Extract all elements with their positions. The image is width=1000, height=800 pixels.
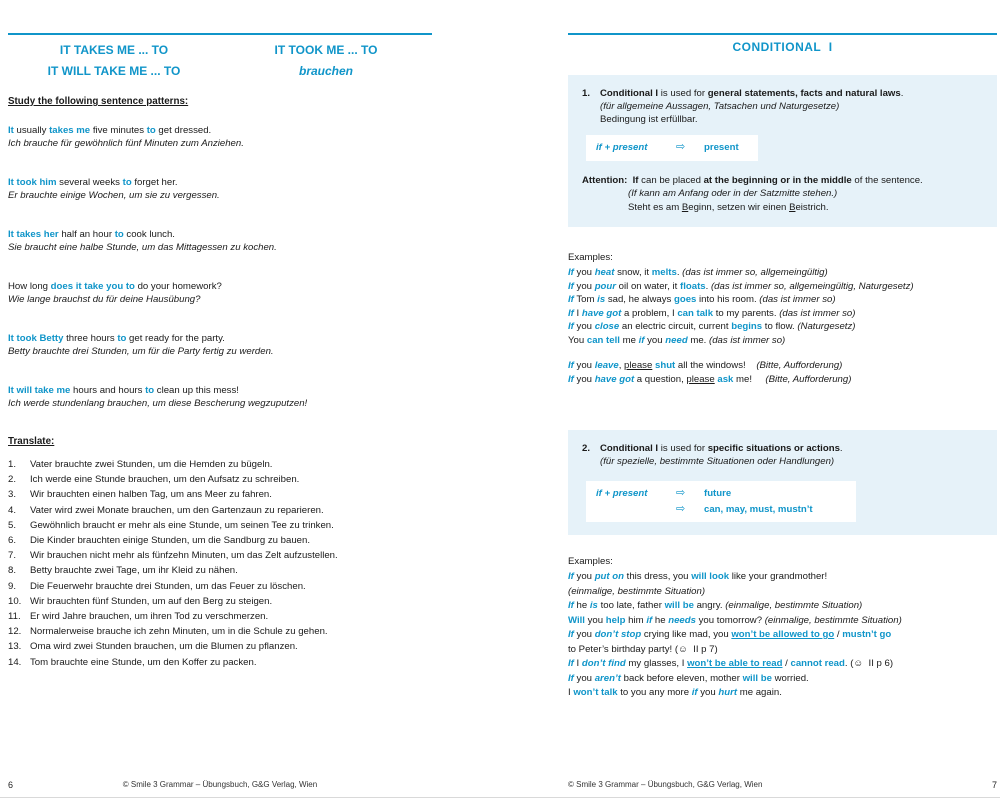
- header-rule: [568, 33, 997, 35]
- text-segment: clean up this mess!: [154, 385, 239, 396]
- text-segment: Bedingung ist erfüllbar.: [600, 114, 698, 125]
- arrow-icon: ⇨: [676, 487, 686, 499]
- text-segment: Conditional I: [600, 443, 659, 454]
- text-segment: melts: [651, 267, 677, 278]
- text-segment: sad, he always: [605, 294, 674, 305]
- text-segment: to Peter’s birthday party!: [568, 643, 675, 655]
- text-segment: usually: [13, 125, 50, 136]
- text-segment: is: [589, 600, 598, 611]
- text-segment: you: [697, 687, 719, 698]
- text-segment: (einmalige, bestimmte Situation): [568, 585, 706, 597]
- translate-item: [8, 609, 432, 624]
- text-segment: /: [782, 658, 791, 669]
- text-segment: cannot read: [790, 658, 845, 669]
- text-segment: you: [644, 334, 666, 346]
- text-segment: help: [605, 614, 626, 626]
- text-segment: will look: [691, 571, 730, 582]
- text-line: [8, 189, 432, 202]
- text-segment: oil on water, it: [616, 280, 681, 292]
- text-line: [568, 293, 997, 307]
- text-segment: (Bitte, Aufforderung): [756, 360, 843, 371]
- section-heading-study: Study the following sentence patterns:: [8, 96, 189, 107]
- text-segment: You: [568, 334, 587, 346]
- text-line: [8, 397, 432, 410]
- formula-condition: if + present: [596, 488, 648, 499]
- text-segment: If: [568, 571, 574, 582]
- text-line: [8, 124, 432, 137]
- text-segment: hurt: [718, 687, 738, 698]
- translate-item: [8, 548, 432, 563]
- text-line: [568, 570, 997, 585]
- text-segment: to: [125, 281, 135, 292]
- examples-heading: Examples:: [568, 556, 613, 567]
- text-segment: It took him: [8, 177, 57, 188]
- page-title: [8, 40, 432, 81]
- text-segment: If: [568, 321, 574, 332]
- text-segment: worried.: [771, 672, 809, 684]
- text-segment: specific situations or actions: [707, 443, 840, 454]
- text-segment: leave: [594, 360, 619, 371]
- item-text: Die Kinder brauchten einige Stunden, um die Sandburg zu bauen.: [30, 535, 311, 547]
- text-segment: (für spezielle, bestimmte Situationen oder Handlungen): [600, 456, 835, 467]
- text-segment: needs: [668, 614, 696, 626]
- text-segment: pour: [594, 280, 617, 292]
- text-segment: cook lunch.: [123, 229, 175, 240]
- formula-result: present: [704, 142, 739, 153]
- text-line: [568, 614, 997, 629]
- text-line: [600, 100, 983, 113]
- text-segment: is: [597, 294, 606, 305]
- formula-result: can, may, must, mustn’t: [704, 503, 813, 515]
- text-line: [8, 280, 432, 293]
- text-segment: (einmalige, bestimmte Situation): [764, 614, 902, 626]
- formula-box: [586, 135, 758, 161]
- text-segment: I: [573, 658, 582, 669]
- text-segment: is used for: [658, 88, 708, 99]
- text-line: [568, 280, 997, 294]
- text-line: [568, 643, 997, 658]
- text-segment: If: [568, 629, 574, 640]
- formula-condition: [596, 502, 676, 518]
- rule-text: [600, 87, 983, 100]
- item-text: Ich werde eine Stunde brauchen, um den Aufsatz zu schreiben.: [30, 474, 300, 486]
- text-segment: if: [691, 687, 698, 698]
- section-heading-translate: Translate:: [8, 436, 55, 447]
- text-segment: to: [117, 333, 127, 344]
- translate-item: [8, 533, 432, 548]
- rule-head: [582, 87, 983, 100]
- text-segment: hours and hours: [70, 385, 146, 396]
- text-segment: (: [628, 188, 632, 199]
- text-segment: eginn, setzen wir einen: [688, 201, 790, 213]
- text-segment: all the windows!: [675, 360, 757, 371]
- text-segment: ask: [717, 373, 734, 385]
- text-segment: he: [573, 600, 590, 611]
- text-segment: me: [619, 334, 639, 346]
- arrow-icon: ⇨: [676, 141, 686, 153]
- text-line: [8, 241, 432, 254]
- text-segment: B: [681, 201, 689, 213]
- text-segment: to: [145, 385, 155, 396]
- translate-item: [8, 624, 432, 639]
- item-text: Gewöhnlich braucht er mehr als eine Stunde, um seinen Tee zu trinken.: [30, 519, 334, 531]
- text-segment: Ich werde stundenlang brauchen, um diese Bescherung wegzuputzen!: [8, 398, 308, 409]
- text-segment: (das ist immer so, allgemeingültig): [682, 267, 828, 278]
- text-segment: to: [114, 229, 124, 240]
- text-segment: if: [646, 614, 653, 626]
- text-segment: I: [568, 687, 574, 698]
- text-segment: you: [584, 614, 606, 626]
- text-line: [568, 373, 997, 387]
- page-number: 7: [991, 780, 997, 790]
- rule-box-conditional-2: [568, 430, 997, 535]
- rule-head: [582, 442, 983, 455]
- text-segment: my glasses, I: [625, 658, 688, 669]
- examples-list-2: [568, 570, 997, 701]
- text-line: [8, 384, 432, 397]
- text-segment: will be: [664, 600, 694, 611]
- text-segment: at the beginning or in the middle: [703, 174, 852, 186]
- text-segment: do your homework?: [134, 281, 222, 292]
- text-segment: won’t talk: [573, 687, 618, 698]
- text-segment: half an hour: [58, 229, 115, 240]
- text-segment: five minutes: [90, 125, 147, 136]
- text-segment: If: [568, 360, 574, 371]
- text-line: [568, 599, 997, 614]
- rule-number: 2.: [582, 443, 591, 454]
- text-segment: an electric circuit, current: [619, 321, 732, 332]
- text-segment: (das ist immer so): [759, 294, 836, 305]
- copyright-text: © Smile 3 Grammar – Übungsbuch, G&G Verlag, Wien: [568, 780, 763, 789]
- item-number: 10.: [8, 595, 22, 607]
- item-text: Betty brauchte zwei Tage, um ihr Kleid zu nähen.: [30, 565, 238, 577]
- translate-item: [8, 594, 432, 609]
- text-segment: you: [573, 280, 595, 292]
- formula-result: future: [704, 488, 732, 499]
- text-segment: (☺ II p 7): [674, 643, 718, 655]
- text-segment: Will: [568, 614, 585, 626]
- text-segment: of the sentence.: [851, 174, 923, 186]
- text-segment: general statements, facts and natural laws: [707, 88, 901, 99]
- text-segment: into his room.: [696, 294, 760, 305]
- text-segment: ,: [618, 360, 625, 371]
- text-line: [568, 307, 997, 321]
- text-line: [568, 359, 997, 373]
- text-segment: It takes her: [8, 229, 59, 240]
- text-segment: Steht es am: [628, 201, 682, 213]
- text-segment: B: [789, 201, 796, 213]
- text-segment: him: [625, 614, 647, 626]
- text-segment: It took Betty: [8, 333, 64, 344]
- text-segment: If: [568, 307, 574, 319]
- text-line: [600, 113, 983, 126]
- text-segment: can tell: [586, 334, 620, 346]
- text-segment: is used for: [658, 443, 708, 454]
- text-segment: I: [573, 307, 582, 319]
- item-number: 14.: [8, 656, 22, 668]
- arrow-icon: ⇨: [676, 502, 686, 515]
- text-segment: he: [652, 614, 669, 626]
- text-segment: if: [638, 334, 645, 346]
- text-segment: like your grandmother!: [729, 571, 828, 582]
- rule-text: [600, 442, 983, 455]
- text-segment: (Naturgesetz): [797, 321, 856, 332]
- text-segment: don’t find: [581, 658, 626, 669]
- text-segment: this dress, you: [624, 571, 692, 582]
- text-segment: me again.: [737, 687, 782, 698]
- text-segment: a problem, I: [621, 307, 678, 319]
- formula-row: [596, 486, 840, 502]
- text-segment: can talk: [677, 307, 714, 319]
- translate-item: [8, 639, 432, 654]
- page-footer: [568, 780, 997, 794]
- item-text: Vater wird zwei Monate brauchen, um den Gartenzaun zu reparieren.: [30, 504, 324, 516]
- text-segment: angry.: [693, 600, 726, 611]
- page-bottom-edge: [0, 797, 1000, 798]
- text-line: [568, 585, 997, 600]
- page-right: [568, 0, 997, 800]
- page-footer: [8, 780, 432, 794]
- text-line: [582, 174, 983, 188]
- text-segment: heat: [594, 267, 615, 278]
- text-segment: (☺ II p 6): [850, 658, 894, 669]
- item-text: Normalerweise brauche ich zehn Minuten, um in die Schule zu gehen.: [30, 626, 328, 638]
- text-segment: several weeks: [56, 177, 123, 188]
- text-segment: (das ist immer so, allgemeingültig, Naturgesetz): [710, 280, 914, 292]
- text-segment: shut: [655, 360, 676, 371]
- title-part: IT TAKES ME ... TO: [59, 43, 169, 57]
- attention-note: [582, 174, 983, 215]
- item-number: 3.: [8, 489, 17, 501]
- title-part: IT WILL TAKE ME ... TO: [47, 64, 181, 78]
- item-number: 7.: [8, 550, 17, 562]
- translate-list: [8, 457, 432, 670]
- text-segment: Attention:: [582, 174, 628, 186]
- text-segment: .: [676, 267, 683, 278]
- item-text: Die Feuerwehr brauchte drei Stunden, um das Feuer zu löschen.: [30, 580, 306, 592]
- translate-item: [8, 503, 432, 518]
- text-line: [8, 137, 432, 150]
- translate-item: [8, 472, 432, 487]
- text-segment: (für allgemeine Aussagen, Tatsachen und Naturgesetze): [600, 101, 840, 112]
- text-segment: (das ist immer so): [779, 307, 856, 319]
- text-segment: to you any more: [617, 687, 692, 698]
- text-segment: to flow.: [762, 321, 798, 332]
- text-segment: eistrich.: [795, 201, 829, 213]
- text-segment: can be placed: [638, 174, 704, 186]
- item-text: Er wird Jahre brauchen, um ihren Tod zu verschmerzen.: [30, 611, 269, 623]
- text-segment: you: [573, 672, 595, 684]
- text-segment: aren’t: [594, 672, 621, 684]
- text-line: [582, 201, 983, 215]
- copyright-text: © Smile 3 Grammar – Übungsbuch, G&G Verlag, Wien: [122, 780, 318, 789]
- text-segment: you: [573, 373, 595, 385]
- text-segment: will be: [742, 672, 772, 684]
- text-segment: It: [8, 125, 14, 136]
- text-segment: won’t be allowed to go: [731, 629, 835, 640]
- text-line: [8, 332, 432, 345]
- text-segment: Wie lange brauchst du für deine Hausübung?: [8, 294, 201, 305]
- text-segment: begins: [731, 321, 763, 332]
- text-segment: If: [568, 658, 574, 669]
- text-segment: goes: [673, 294, 697, 305]
- text-line: [8, 228, 432, 241]
- text-segment: get ready for the party.: [126, 333, 225, 344]
- text-line: [568, 334, 997, 348]
- text-segment: you: [573, 321, 595, 332]
- text-segment: (das ist immer so): [709, 334, 786, 346]
- text-segment: me!: [733, 373, 766, 385]
- text-segment: you: [573, 267, 595, 278]
- header-rule: [8, 33, 432, 35]
- text-segment: How long: [8, 281, 51, 292]
- text-segment: takes me: [49, 125, 91, 136]
- item-number: 9.: [8, 580, 17, 592]
- text-segment: If: [631, 188, 637, 199]
- text-line: [8, 293, 432, 306]
- text-segment: you: [573, 360, 595, 371]
- item-text: Tom brauchte eine Stunde, um den Koffer zu packen.: [30, 656, 257, 668]
- text-segment: .: [839, 443, 843, 454]
- text-segment: you: [573, 571, 595, 582]
- item-number: 5.: [8, 519, 17, 531]
- formula-row: [596, 502, 840, 518]
- text-segment: (einmalige, bestimmte Situation): [725, 600, 863, 611]
- text-segment: floats: [680, 280, 706, 292]
- formula-condition: if + present: [596, 142, 648, 153]
- text-segment: If: [568, 600, 574, 611]
- text-segment: Ich brauche für gewöhnlich fünf Minuten zum Anziehen.: [8, 138, 244, 149]
- text-segment: you: [573, 629, 595, 640]
- text-segment: (Bitte, Aufforderung): [765, 373, 852, 385]
- text-segment: If: [568, 373, 574, 385]
- text-segment: It will take me: [8, 385, 71, 396]
- text-segment: close: [594, 321, 620, 332]
- text-segment: don’t stop: [594, 629, 642, 640]
- rule-subtext: [582, 100, 983, 126]
- text-segment: won’t be able to read: [687, 658, 783, 669]
- text-segment: kann am Anfang oder in der Satzmitte stehen.): [636, 188, 838, 199]
- text-segment: does it take you: [50, 281, 124, 292]
- text-line: [8, 345, 432, 358]
- text-segment: please: [686, 373, 715, 385]
- examples-heading: Examples:: [568, 252, 613, 263]
- text-segment: back before eleven, mother: [621, 672, 743, 684]
- title-part-brauchen: brauchen: [298, 64, 353, 78]
- text-line: [568, 686, 997, 701]
- text-segment: .: [705, 280, 711, 292]
- text-segment: If: [568, 280, 574, 292]
- sentence-patterns: [8, 124, 432, 436]
- page-number: 6: [8, 780, 14, 790]
- text-segment: Er brauchte einige Wochen, um sie zu vergessen.: [8, 190, 220, 201]
- examples-list-1: [568, 266, 997, 386]
- item-number: 2.: [8, 474, 17, 486]
- item-text: Vater brauchte zwei Stunden, um die Hemden zu bügeln.: [30, 459, 273, 470]
- text-segment: me.: [687, 334, 710, 346]
- text-segment: crying like mad, you: [641, 629, 732, 640]
- item-number: 12.: [8, 626, 22, 638]
- text-segment: have got: [594, 373, 635, 385]
- item-text: Oma wird zwei Stunden brauchen, um die Blumen zu pflanzen.: [30, 641, 298, 653]
- text-segment: If: [568, 267, 574, 278]
- item-number: 13.: [8, 641, 22, 653]
- translate-item: [8, 518, 432, 533]
- text-line: [568, 628, 997, 643]
- text-segment: you tomorrow?: [695, 614, 765, 626]
- text-segment: .: [900, 88, 904, 99]
- text-segment: Tom: [573, 294, 598, 305]
- text-segment: .: [844, 658, 851, 669]
- text-segment: forget her.: [131, 177, 178, 188]
- item-number: 1.: [8, 459, 17, 470]
- item-number: 11.: [8, 611, 21, 623]
- item-number: 4.: [8, 504, 17, 516]
- text-line: [600, 455, 983, 468]
- item-number: 8.: [8, 565, 17, 577]
- text-segment: If: [632, 174, 639, 186]
- text-segment: mustn’t go: [842, 629, 892, 640]
- text-segment: If: [568, 672, 574, 684]
- rule-number: 1.: [582, 88, 591, 99]
- page-left: [8, 0, 432, 800]
- text-segment: to: [146, 125, 156, 136]
- text-segment: If: [568, 294, 574, 305]
- item-text: Wir brauchten fünf Stunden, um auf den Berg zu steigen.: [30, 595, 273, 607]
- rule-subtext: [582, 455, 983, 468]
- text-segment: Conditional I: [600, 88, 659, 99]
- text-segment: three hours: [63, 333, 118, 344]
- title-part: IT TOOK ME ... TO: [274, 43, 378, 57]
- text-line: [568, 320, 997, 334]
- text-segment: /: [834, 629, 843, 640]
- text-segment: Sie braucht eine halbe Stunde, um das Mittagessen zu kochen.: [8, 242, 277, 253]
- text-segment: please: [624, 360, 653, 371]
- text-line: [8, 176, 432, 189]
- page-title: CONDITIONAL I: [732, 40, 833, 54]
- text-segment: Betty brauchte drei Stunden, um für die Party fertig zu werden.: [8, 346, 274, 357]
- text-line: [568, 672, 997, 687]
- text-segment: to my parents.: [713, 307, 780, 319]
- formula-box: [586, 481, 856, 522]
- text-line: [568, 657, 997, 672]
- item-text: Wir brauchten einen halben Tag, um ans Meer zu fahren.: [30, 489, 272, 501]
- text-segment: get dressed.: [155, 125, 212, 136]
- item-text: Wir brauchen nicht mehr als fünfzehn Minuten, um das Zelt aufzustellen.: [30, 550, 338, 562]
- translate-item: [8, 457, 432, 472]
- text-segment: have got: [581, 307, 622, 319]
- text-segment: need: [665, 334, 688, 346]
- item-number: 6.: [8, 535, 17, 547]
- formula-row: [596, 140, 742, 156]
- text-line: [568, 266, 997, 280]
- text-segment: snow, it: [614, 267, 652, 278]
- translate-item: [8, 655, 432, 670]
- text-line: [582, 187, 983, 201]
- text-segment: put on: [594, 571, 624, 582]
- translate-item: [8, 579, 432, 594]
- text-segment: a question,: [634, 373, 687, 385]
- translate-item: [8, 487, 432, 502]
- translate-item: [8, 563, 432, 578]
- rule-box-conditional-1: [568, 75, 997, 227]
- text-segment: to: [122, 177, 132, 188]
- text-segment: too late, father: [597, 600, 665, 611]
